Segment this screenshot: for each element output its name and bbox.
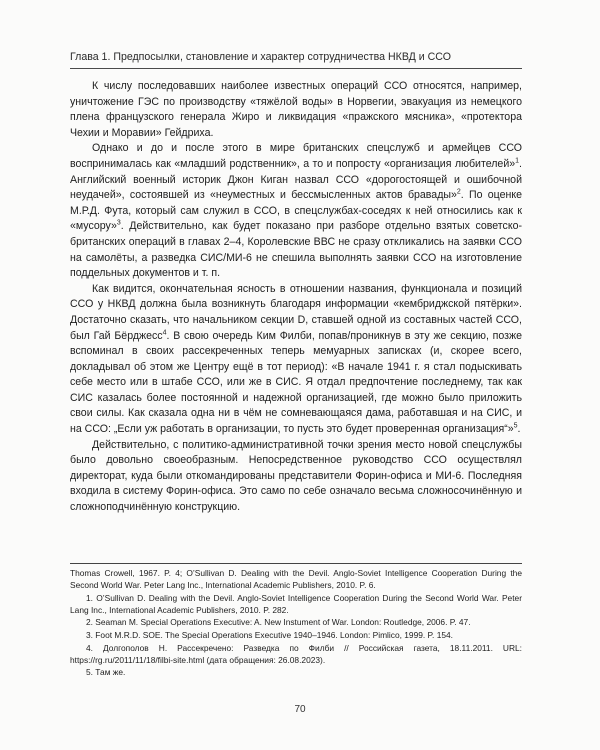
footnote-ref-3[interactable]: 3 — [116, 219, 121, 227]
footnote-ref-2[interactable]: 2 — [456, 188, 461, 196]
paragraph-2-text: Однако и до и после этого в мире британских спецслужб и армейцев ССО воспринималась как «младший родственник», а то и попросту «организация любителей» — [70, 142, 522, 170]
paragraph-3 — [70, 282, 522, 438]
paragraph-2-text: . Действительно, как будет показано при разборе отдельно взятых советско-британских операций в главах 2–4, Королевские ВВС не сразу откликались на заявки ССО на самолёты, а разведка СИС/МИ-6 не спешила выполнять заявки ССО на изготовление поддельных документов и т. п. — [70, 220, 522, 280]
paragraph-3-text: . — [517, 423, 521, 436]
paragraph-3-text: . В свою очередь Ким Филби, попав/проникнув в эту же секцию, позже вспоминал в своих рассекреченных теперь мемуарных записках (и, скорее всего, докладывал об этом же Центру ещё в тот период): «В начале 1941 г. я стал подыскивать себе место или в штабе ССО, или же в СИС. Я отдал предпочтение последнему, так как СИС казалась более постоянной и надежной организацией, где можно было приложить свои силы. Как сказала одна ни в чём не сомневающаяся дама, работавшая и на СИС, и на ССО: „Если уж работать в организации, то пусть это будет проверенная организация“» — [70, 329, 523, 436]
header-rule — [70, 68, 522, 69]
footnote-1: 1. O’Sullivan D. Dealing with the Devil. Anglo-Soviet Intelligence Cooperation During the Second World War. Peter Lang Inc., International Academic Publishers, 2010. P. 282. — [70, 592, 522, 615]
footnote-4: 4. Долгополов Н. Рассекречено: Разведка по Филби // Российская газета, 18.11.2011. URL: https://rg.ru/2011/11/18/filbi-site.html (дата обращения: 26.08.2023). — [70, 642, 522, 665]
paragraph-3-text: Как видится, окончательная ясность в отношении названия, функционала и позиций ССО у НКВД должна была возникнуть благодаря информации «кембриджской пятёрки». Достаточно сказать, что начальником секции D, ставшей одной из составных частей ССО, был Гай Бёрджесс — [70, 282, 522, 342]
page-number: 70 — [294, 704, 306, 715]
paragraph-1: К числу последовавших наиболее известных операций ССО относятся, например, уничтожение ГЭС по производству «тяжёлой воды» в Норвегии, эвакуация из немецкого плена французского генерала Жиро и ликвидация «пражского мясника», «протектора Чехии и Моравии» Гейдриха. — [70, 80, 522, 139]
footnote-rule — [70, 563, 522, 564]
footnote-ref-5[interactable]: 5 — [513, 422, 518, 430]
footnote-2: 2. Seaman M. Special Operations Executive: A. New Instument of War. London: Routledge, 2006. P. 47. — [86, 617, 471, 628]
paragraph-2-text: . Английский военный историк Джон Киган назвал ССО «дорогостоящей и ошибочной неудачей», состоявшей из «неуместных и бессмысленных актов бравады» — [70, 157, 522, 202]
footnote-ref-4[interactable]: 4 — [162, 328, 167, 336]
running-header: Глава 1. Предпосылки, становление и характер сотрудничества НКВД и ССО — [70, 51, 451, 63]
footnote-5: 5. Там же. — [86, 667, 126, 678]
footnote-3: 3. Foot M.R.D. SOE. The Special Operations Executive 1940–1946. London: Pimlico, 1999. P. 154. — [86, 629, 454, 640]
footnote-ref-1[interactable]: 1 — [515, 157, 520, 165]
paragraph-2-text: . По оценке М.Р.Д. Фута, который сам служил в ССО, в спецслужбах-соседях к ней относились как к «мусору» — [70, 189, 522, 233]
footnote-continuation: Thomas Crowell, 1967. P. 4; O’Sullivan D. Dealing with the Devil. Anglo-Soviet Intelligence Cooperation During the Second World War. Peter Lang Inc., International Academic Publishers, 2010. P. 6. — [70, 568, 522, 591]
main-text — [70, 79, 522, 516]
paragraph-2 — [70, 141, 522, 281]
paragraph-4: Действительно, с политико-административной точки зрения место новой спецслужбы было довольно своеобразным. Непосредственное руководство ССО осуществлял директорат, куда были откомандированы представители Форин-офиса и МИ-6. Последняя входила в систему Форин-офиса. Это само по себе означало весьма сложносочинённую и сложноподчинённую конструкцию. — [70, 438, 522, 514]
footnotes — [70, 567, 522, 679]
